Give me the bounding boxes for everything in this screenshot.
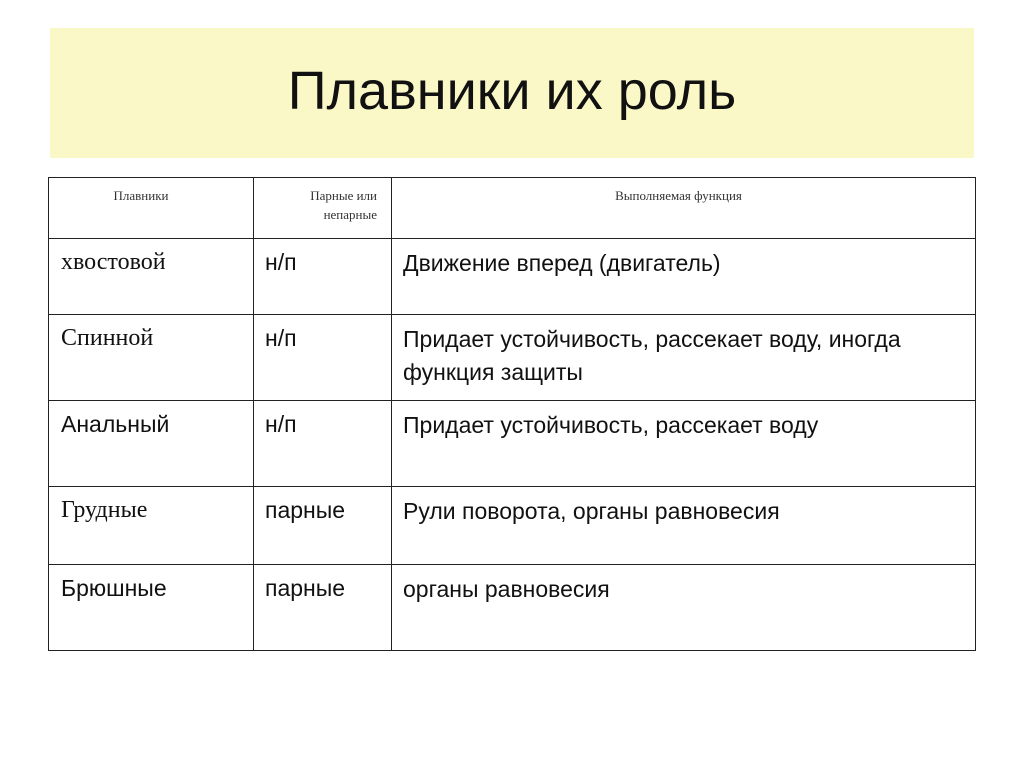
function-cell: Придает устойчивость, рассекает воду <box>392 401 976 487</box>
fins-table <box>48 177 976 651</box>
function-cell: Движение вперед (двигатель) <box>392 239 976 315</box>
function-cell: органы равновесия <box>392 565 976 651</box>
fin-name-cell: хвостовой <box>49 239 254 315</box>
header-function: Выполняемая функция <box>392 178 976 239</box>
table-row <box>49 487 976 565</box>
fin-name-cell: Брюшные <box>49 565 254 651</box>
title-band <box>50 28 974 158</box>
fin-name-cell: Спинной <box>49 315 254 401</box>
paired-cell: парные <box>254 487 392 565</box>
header-paired <box>254 178 392 239</box>
header-fins: Плавники <box>49 178 254 239</box>
table-row <box>49 401 976 487</box>
paired-cell: парные <box>254 565 392 651</box>
paired-cell: н/п <box>254 239 392 315</box>
function-cell: Рули поворота, органы равновесия <box>392 487 976 565</box>
paired-cell: н/п <box>254 315 392 401</box>
table-row <box>49 315 976 401</box>
table-row <box>49 239 976 315</box>
fin-name-cell: Анальный <box>49 401 254 487</box>
paired-cell: н/п <box>254 401 392 487</box>
fin-name-cell: Грудные <box>49 487 254 565</box>
header-paired-text: Парные или непарные <box>310 188 377 222</box>
function-cell: Придает устойчивость, рассекает воду, иногда функция защиты <box>392 315 976 401</box>
slide-title: Плавники их роль <box>287 61 737 121</box>
table-header-row <box>49 178 976 239</box>
table-row <box>49 565 976 651</box>
